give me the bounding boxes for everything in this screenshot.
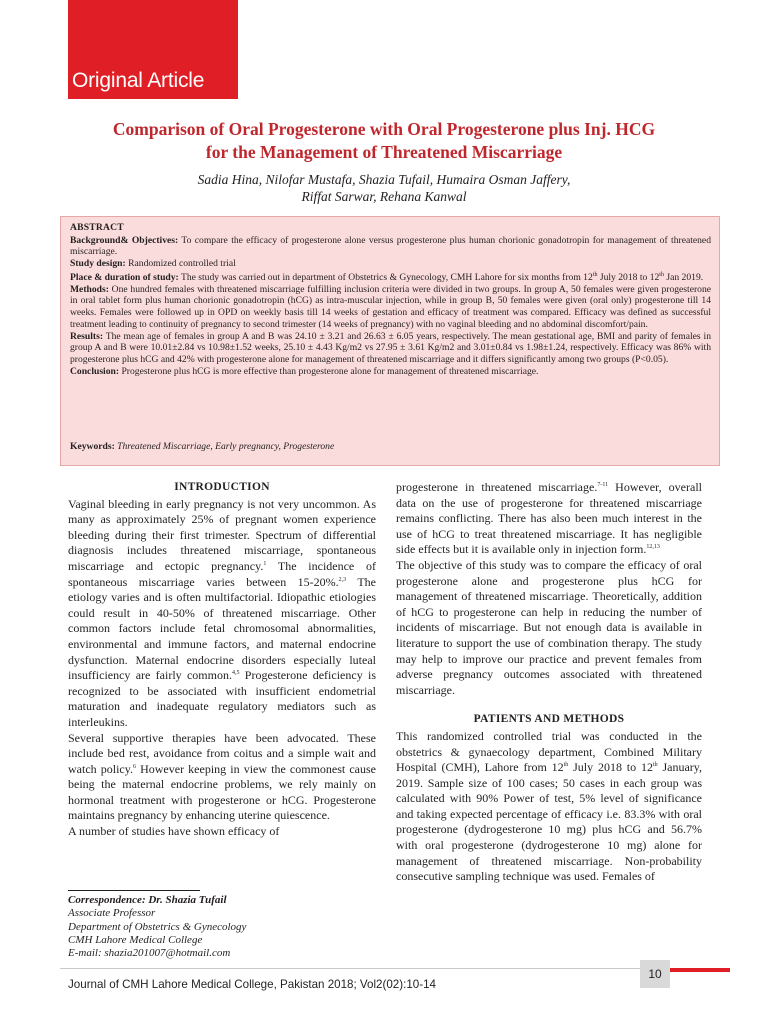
methods-text: One hundred females with threatened miscarriage fulfilling inclusion criteria were divided in two groups. In group A, 50 females were given progesterone in oral tablet form plus human chorionic gonadotropin (hCG) as intra-muscular injection, while in group B, 50 females were given (oral only) progesterone till 14 weeks. Females were followed up in OPD on weekly basis till 14 weeks of gestation and efficacy of treatment was compared. Efficacy was defined as successful treatment leading to continuity of pregnancy to second trimester (14 weeks of pregnancy) with no vaginal bleeding and no abdominal discomfort/pain. [70,283,711,330]
intro-p1a-sup: 1 [263,560,267,567]
article-type-banner [68,0,238,99]
author-list [60,171,708,205]
intro-p1c: The etiology varies and is often multifactorial. Idiopathic etiologies could result in 40-50% of threatened miscarriage. Other common factors include fetal chromosomal abnormalities, environmental and immune factors, and maternal endocrine dysfunction. Maternal endocrine disorders especially luteal insufficiency are fairly common. [68,574,376,683]
title-line-1: Comparison of Oral Progesterone with Oral Progesterone plus Inj. HCG [112,119,656,139]
abstract-place [70,270,711,284]
place-sup-a: th [592,271,598,278]
right-p1b: However, overall data on the use of progesterone for threatened miscarriage remains conflicting. There has also been much interest in the use of hCG to treat threatened miscarriage. It has negligible side effects but it is available only in injection form. [396,480,702,557]
intro-paragraph-3: A number of studies have shown efficacy of [68,824,280,839]
correspondence-rule [68,890,200,891]
abstract-box [60,216,720,466]
intro-p1a: Vaginal bleeding in early pregnancy is not very uncommon. As many as approximately 25% of pregnant women experience bleeding during their first trimester. Spectrum of differential diagnosis includes threatened miscarriage, spontaneous miscarriage and ectopic pregnancy. [68,496,376,573]
footer-accent-line [670,968,730,972]
intro-p1d: Progesterone deficiency is recognized to be associated with insufficient endometrial maturation and inadequate regulatory mediators such as interleukins. [68,668,376,729]
design-label: Study design: [70,258,126,270]
methods-p1a: This randomized controlled trial was conducted in the obstetrics & gynaecology department, Combined Military Hospital (CMH), Lahore from 12 [396,728,702,775]
place-text-b: July 2018 to 12 [597,272,660,283]
conclusion-label: Conclusion: [70,365,120,377]
place-text-c: Jan 2019. [663,272,704,283]
right-p1a: progesterone in threatened miscarriage. [396,480,598,494]
methods-paragraph [396,729,702,885]
introduction-heading: INTRODUCTION [174,481,270,493]
intro-p2a: Several supportive therapies have been advocated. These include bed rest, avoidance from coitus and a simple wait and watch policy. [68,730,376,776]
place-text-a: The study was carried out in department of Obstetrics & Gynecology, CMH Lahore for six months from 12 [178,272,593,283]
design-text: Randomized controlled trial [125,258,236,270]
methods-p1c: January, 2019. Sample size of 100 cases; 50 cases in each group was calculated with 90% Power of test, 5% level of significance and taking expected percentage of efficacy i.e. 83.3% with oral progesterone (dydrogesterone 10 mg) plus hCG and 56.7% with oral progesterone (dydrogesterone 10 mg) alone for management of threatened miscarriage. Non-probability consecutive sampling technique was used. Females of [396,760,702,884]
article-type-label: Original Article [72,69,205,92]
right-paragraph-2: The objective of this study was to compare the efficacy of oral progesterone alone and progesterone plus hCG for management of threatened miscarriage. Theoretically, addition of hCG to progesterone can help in reducing the number of incidents of miscarriage. But not enough data is available in literature to support the use of combination therapy. The study may help to improve our practice and prevent females from adverse pregnancy outcomes associated with threatened miscarriage. [396,557,702,697]
intro-p2b: However keeping in view the commonest cause being the maternal endocrine problems, we rely mainly on hormonal treatment with progesterone or hCG. Progesterone maintains pregnancy by enhancing uterine quiescence. [68,761,376,823]
correspondence-block [68,894,246,960]
methods-p1b: July 2018 to 12 [568,760,653,775]
results-label: Results: [70,330,104,342]
results-text: The mean age of females in group A and B was 24.10 ± 3.21 and 26.63 ± 6.05 years, respectively. The mean gestational age, BMI and parity of females in group A and B were 10.01±2.84 vs 10.98±1.52 weeks, 25.10 ± 4.43 Kg/m2 vs 27.95 ± 3.61 Kg/m2 and 3.01±0.84 vs 1.98±1.24, respectively. Efficacy was 86% with progesterone plus hCG and 42% with progesterone alone for management of threatened miscarriage and it differs significantly among two groups (P<0.05). [70,330,711,365]
abstract-methods [70,284,711,331]
place-label: Place & duration of study: [70,272,179,283]
authors-line-2: Riffat Sarwar, Rehana Kanwal [301,189,467,204]
page-number: 10 [640,960,670,988]
methods-p1a-sup: th [563,762,569,769]
correspondence-label: Correspondence: Dr. Shazia Tufail [68,894,227,906]
intro-p1b-sup: 2,3 [338,576,347,583]
intro-p2a-sup: 6 [132,763,136,770]
authors-line-1: Sadia Hina, Nilofar Mustafa, Shazia Tufail, Humaira Osman Jaffery, [197,172,571,187]
methods-p1b-sup: th [652,762,658,769]
right-p1b-sup: 12,13 [646,544,660,551]
footer-divider [60,968,640,969]
intro-paragraph-1 [68,497,376,731]
intro-paragraph-2 [68,731,376,825]
keywords-text: Threatened Miscarriage, Early pregnancy, Progesterone [114,441,335,453]
conclusion-text: Progesterone plus hCG is more effective than progesterone alone for management of threatened miscarriage. [119,365,539,377]
journal-citation: Journal of CMH Lahore Medical College, Pakistan 2018; Vol2(02):10-14 [68,978,436,991]
right-column [396,480,702,885]
background-text: To compare the efficacy of progesterone alone versus progesterone plus human chorionic gonadotropin for management of threatened miscarriage. [70,234,711,258]
methods-heading: PATIENTS AND METHODS [473,713,625,726]
background-label: Background& Objectives: [70,234,179,246]
title-line-2: for the Management of Threatened Miscarriage [205,142,563,162]
intro-p1b: The incidence of spontaneous miscarriage varies between 15-20%. [68,558,376,589]
intro-p1c-sup: 4,5 [231,670,240,677]
abstract-background [70,235,711,258]
right-paragraph-1 [396,480,702,558]
methods-label: Methods: [70,283,109,295]
right-p1a-sup: 7-11 [597,482,609,488]
abstract-design [70,258,711,270]
place-sup-b: th [659,271,664,278]
abstract-results [70,331,711,366]
correspondence-dept: Department of Obstetrics & Gynecology [68,920,247,933]
abstract-heading: ABSTRACT [70,222,124,233]
article-title [40,118,728,164]
abstract-conclusion [70,366,711,378]
correspondence-email: E-mail: shazia201007@hotmail.com [68,947,231,960]
keywords-label: Keywords: [70,441,115,453]
left-column [68,480,376,840]
correspondence-role: Associate Professor [68,907,156,920]
abstract-keywords [70,441,334,453]
correspondence-inst: CMH Lahore Medical College [68,933,203,946]
